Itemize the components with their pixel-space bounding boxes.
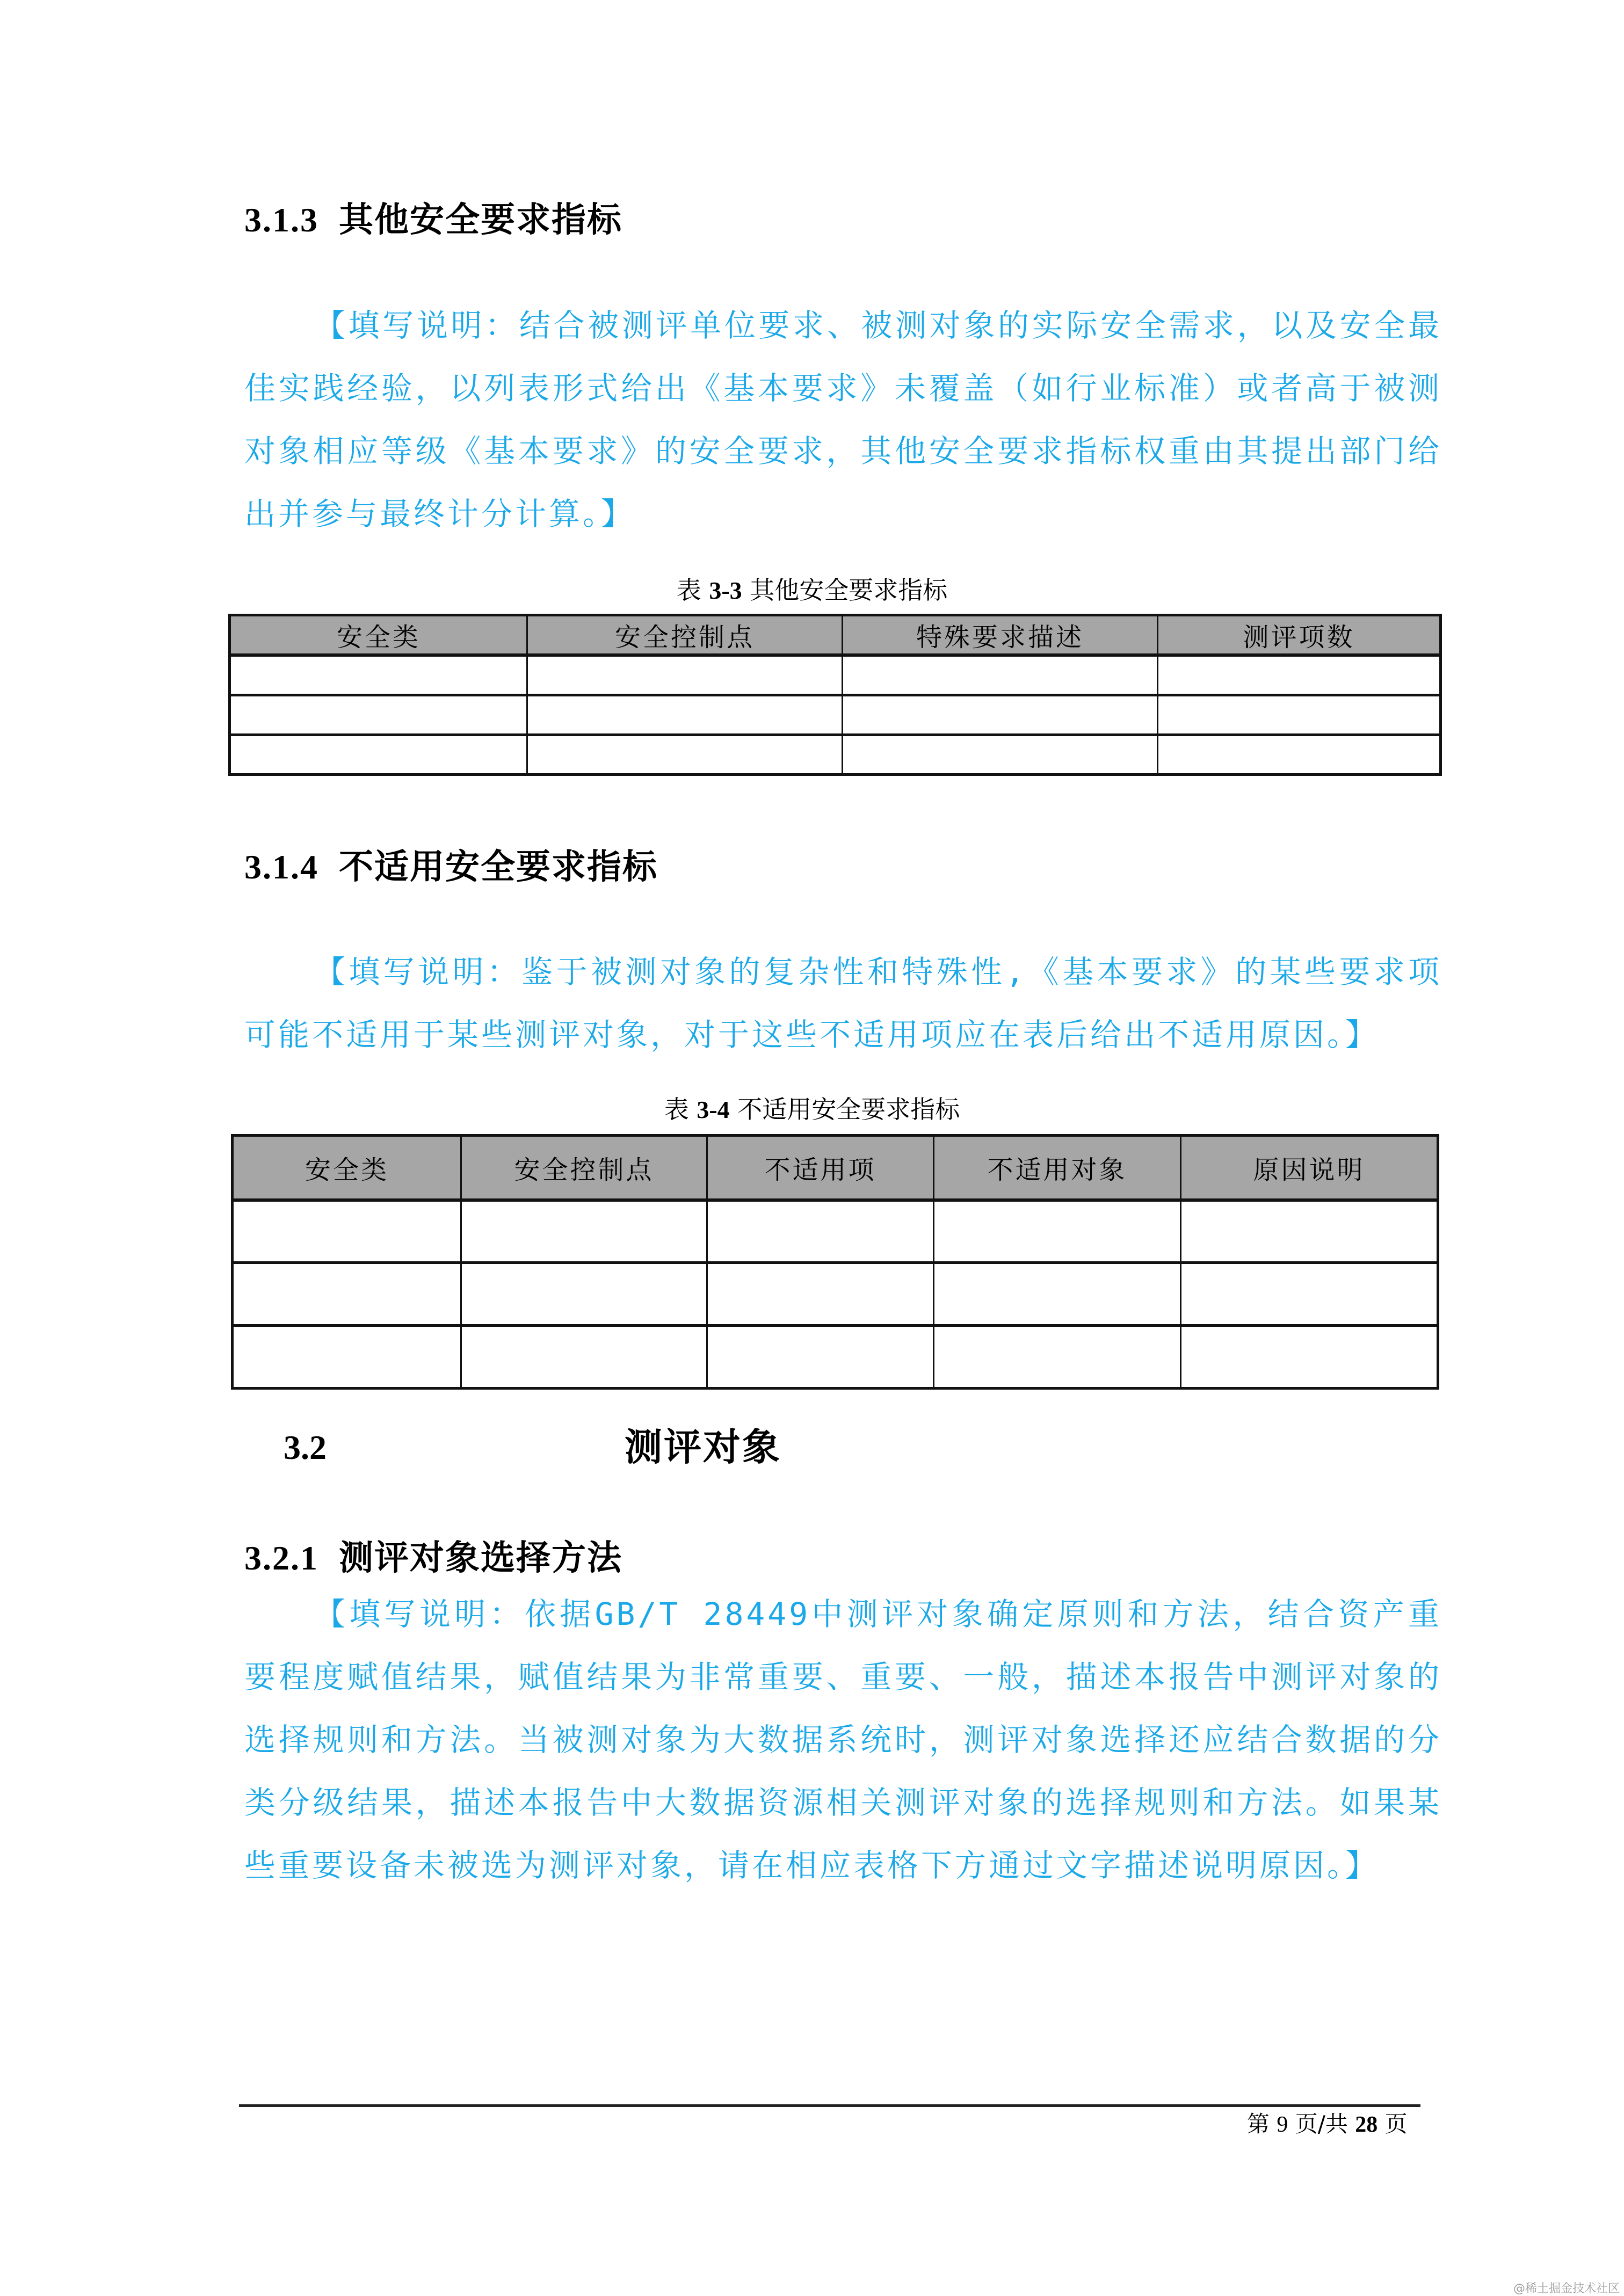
heading-title: 其他安全要求指标: [339, 200, 622, 240]
table-cell[interactable]: [934, 1200, 1181, 1263]
heading-3-2-number: 3.2: [284, 1428, 327, 1466]
watermark: @稀土掘金技术社区: [1513, 2282, 1620, 2295]
page-middle: 页/共: [1288, 2111, 1355, 2137]
table-cell[interactable]: [527, 735, 843, 774]
caption-prefix: 表: [664, 1095, 697, 1124]
table-cell[interactable]: [843, 735, 1158, 774]
table-cell[interactable]: [527, 695, 843, 735]
heading-number: 3.1.3: [244, 201, 318, 239]
table-caption-3-3: [0, 578, 1624, 603]
caption-number: 3-4: [697, 1096, 730, 1123]
table-row: [233, 1326, 1438, 1389]
table-cell[interactable]: [230, 655, 527, 695]
table-cell[interactable]: [1181, 1263, 1438, 1326]
heading-title: 测评对象选择方法: [339, 1538, 622, 1578]
header-cell: 安全控制点: [461, 1136, 707, 1200]
table-cell[interactable]: [1158, 735, 1441, 774]
caption-title: 不适用安全要求指标: [729, 1095, 960, 1124]
table-cell[interactable]: [1181, 1200, 1438, 1263]
heading-3-1-3: [244, 200, 622, 240]
heading-3-2-1: [244, 1538, 622, 1578]
header-cell: 测评项数: [1158, 615, 1441, 656]
table-row: [233, 1263, 1438, 1326]
heading-number: 3.1.4: [244, 848, 318, 886]
table-cell[interactable]: [230, 695, 527, 735]
current-page: 9: [1277, 2112, 1288, 2137]
table-cell[interactable]: [843, 695, 1158, 735]
table-cell[interactable]: [461, 1263, 707, 1326]
table-cell[interactable]: [1181, 1326, 1438, 1389]
header-cell: 特殊要求描述: [843, 615, 1158, 656]
table-cell[interactable]: [707, 1263, 934, 1326]
table-3-3: [228, 614, 1442, 776]
caption-title: 其他安全要求指标: [742, 576, 948, 605]
heading-number: 3.2.1: [244, 1539, 318, 1577]
table-cell[interactable]: [461, 1200, 707, 1263]
table-row: [230, 655, 1441, 695]
caption-number: 3-3: [709, 577, 742, 604]
header-cell: 不适用项: [707, 1136, 934, 1200]
header-cell: 安全类: [233, 1136, 461, 1200]
table-cell[interactable]: [230, 735, 527, 774]
header-cell: 原因说明: [1181, 1136, 1438, 1200]
heading-title: 不适用安全要求指标: [339, 847, 658, 887]
table-cell[interactable]: [934, 1263, 1181, 1326]
table-cell[interactable]: [934, 1326, 1181, 1389]
table-cell[interactable]: [1158, 655, 1441, 695]
header-cell: 安全类: [230, 615, 527, 656]
table-header-row: [233, 1136, 1438, 1200]
table-header-row: [230, 615, 1441, 656]
table-row: [230, 735, 1441, 774]
fill-instruction-3-1-4: 【填写说明：鉴于被测对象的复杂性和特殊性,《基本要求》的某些要求项可能不适用于某些测评对象，对于这些不适用项应在表后给出不适用原因。】: [244, 954, 1442, 1053]
table-cell[interactable]: [1158, 695, 1441, 735]
table-cell[interactable]: [843, 655, 1158, 695]
footer-divider: [239, 2104, 1420, 2107]
fill-instruction-3-2-1: 【填写说明：依据GB/T 28449中测评对象确定原则和方法，结合资产重要程度赋值结果，赋值结果为非常重要、重要、一般，描述本报告中测评对象的选择规则和方法。当被测对象为大数据系统时，测评对象选择还应结合数据的分类分级结果，描述本报告中大数据资源相关测评对象的选择规则和方法。如果某些重要设备未被选为测评对象，请在相应表格下方通过文字描述说明原因。】: [244, 1596, 1442, 1884]
page-number: [1247, 2113, 1408, 2136]
table-caption-3-4: [0, 1097, 1624, 1122]
table-cell[interactable]: [461, 1326, 707, 1389]
table-row: [233, 1200, 1438, 1263]
table-row: [230, 695, 1441, 735]
heading-3-2-title: 测评对象: [625, 1425, 781, 1469]
table-cell[interactable]: [233, 1326, 461, 1389]
header-cell: 安全控制点: [527, 615, 843, 656]
fill-instruction-3-1-3: 【填写说明：结合被测评单位要求、被测对象的实际安全需求，以及安全最佳实践经验，以列表形式给出《基本要求》未覆盖（如行业标准）或者高于被测对象相应等级《基本要求》的安全要求，其他安全要求指标权重由其提出部门给出并参与最终计分计算。】: [244, 307, 1442, 532]
table-3-4: [231, 1134, 1439, 1390]
page-suffix: 页: [1378, 2111, 1408, 2137]
total-pages: 28: [1355, 2112, 1378, 2137]
table-cell[interactable]: [707, 1326, 934, 1389]
table-cell[interactable]: [707, 1200, 934, 1263]
table-cell[interactable]: [233, 1200, 461, 1263]
header-cell: 不适用对象: [934, 1136, 1181, 1200]
table-cell[interactable]: [233, 1263, 461, 1326]
page-prefix: 第: [1247, 2111, 1277, 2137]
heading-3-1-4: [244, 847, 658, 887]
table-cell[interactable]: [527, 655, 843, 695]
caption-prefix: 表: [676, 576, 709, 605]
